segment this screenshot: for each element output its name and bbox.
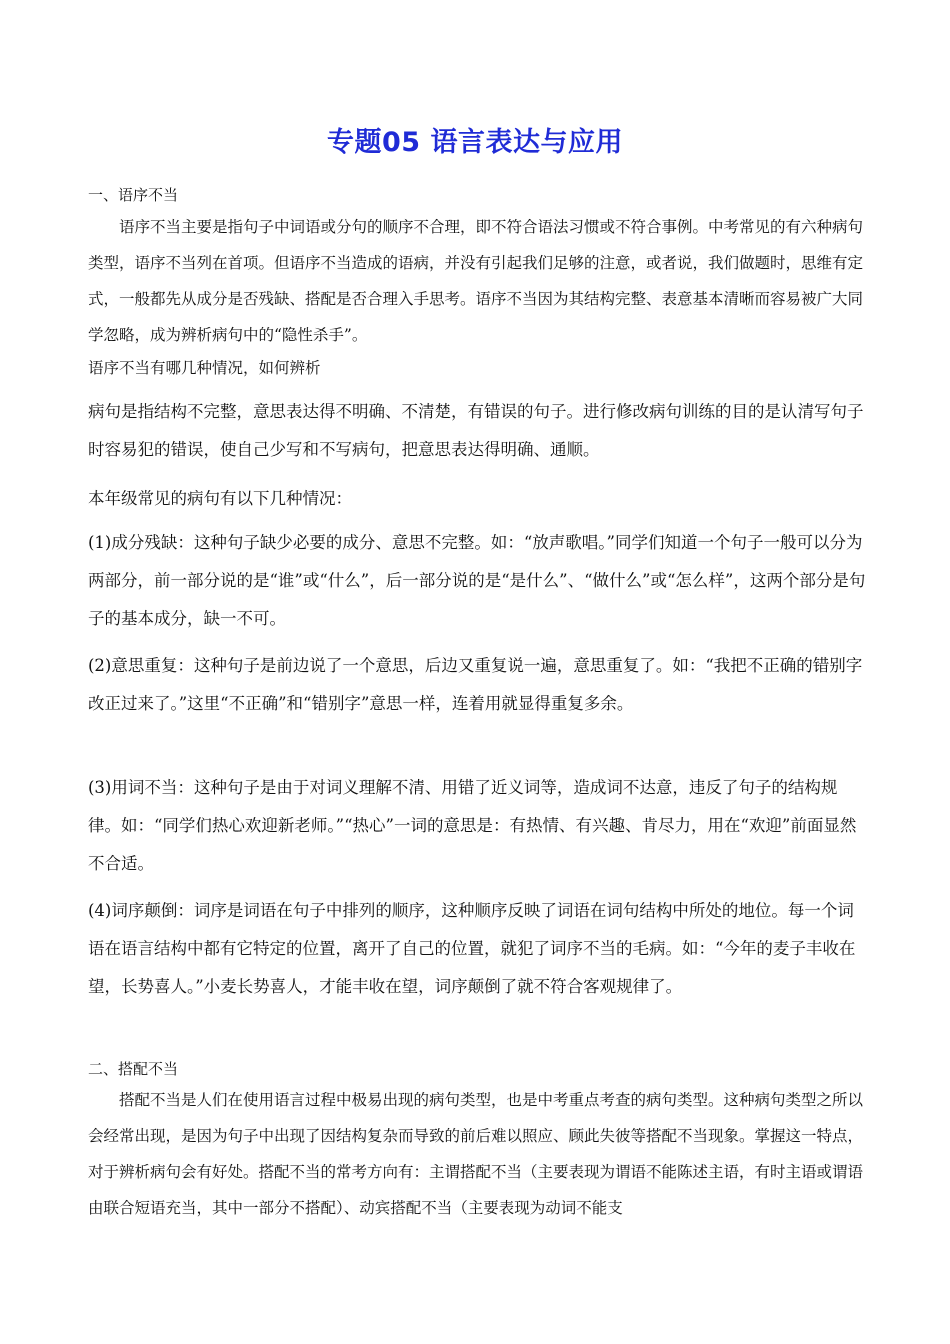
section2-intro: 搭配不当是人们在使用语言过程中极易出现的病句类型，也是中考重点考查的病句类型。这种病句类型之所以会经常出现，是因为句子中出现了因结构复杂而导致的前后难以照应、顾此失彼等搭配不当现象。掌握这一特点，对于辨析病句会有好处。搭配不当的常考方向有：主谓搭配不当（主要表现为谓语不能陈述主语，有时主语或谓语由联合短语充当，其中一部分不搭配）、动宾搭配不当（主要表现为动词不能支 (88, 1091, 864, 1217)
cases-intro: 本年级常见的病句有以下几种情况： (88, 489, 352, 508)
definition-paragraph: 病句是指结构不完整，意思表达得不明确、不清楚，有错误的句子。进行修改病句训练的目的是认清写句子时容易犯的错误，使自己少写和不写病句，把意思表达得明确、通顺。 (88, 402, 864, 459)
page-title: 专题05 语言表达与应用 (327, 127, 623, 158)
section1-intro: 语序不当主要是指句子中词语或分句的顺序不合理，即不符合语法习惯或不符合事例。中考常见的有六种病句类型，语序不当列在首项。但语序不当造成的语病，并没有引起我们足够的注意，或者说，我们做题时，思维有定式，一般都先从成分是否残缺、搭配是否合理入手思考。语序不当因为其结构完整、表意基本清晰而容易被广大同学忽略，成为辨析病句中的“隐性杀手”。 (88, 218, 864, 344)
section1-heading: 一、语序不当 (88, 186, 179, 204)
case-item-4: (4)词序颠倒：词序是词语在句子中排列的顺序，这种顺序反映了词语在词句结构中所处的地位。每一个词语在语言结构中都有它特定的位置，离开了自己的位置，就犯了词序不当的毛病。如：“今年的麦子丰收在望，长势喜人。”小麦长势喜人，才能丰收在望，词序颠倒了就不符合客观规律了。 (88, 901, 856, 996)
case-item-2: (2)意思重复：这种句子是前边说了一个意思，后边又重复说一遍，意思重复了。如：“我把不正确的错别字改正过来了。”这里“不正确”和“错别字”意思一样，连着用就显得重复多余。 (88, 656, 863, 713)
section2-heading: 二、搭配不当 (88, 1060, 179, 1078)
case-item-1: (1)成分残缺：这种句子缺少必要的成分、意思不完整。如：“放声歌唱。”同学们知道一个句子一般可以分为两部分，前一部分说的是“谁”或“什么”，后一部分说的是“是什么”、“做什么”或“怎么样”，这两个部分是句子的基本成分，缺一不可。 (88, 533, 866, 628)
case-item-3: (3)用词不当：这种句子是由于对词义理解不清、用错了近义词等，造成词不达意，违反了句子的结构规律。如：“同学们热心欢迎新老师。”“热心”一词的意思是：有热情、有兴趣、肯尽力，用在“欢迎”前面显然不合适。 (88, 778, 857, 873)
question-line: 语序不当有哪几种情况，如何辨析 (88, 359, 321, 377)
